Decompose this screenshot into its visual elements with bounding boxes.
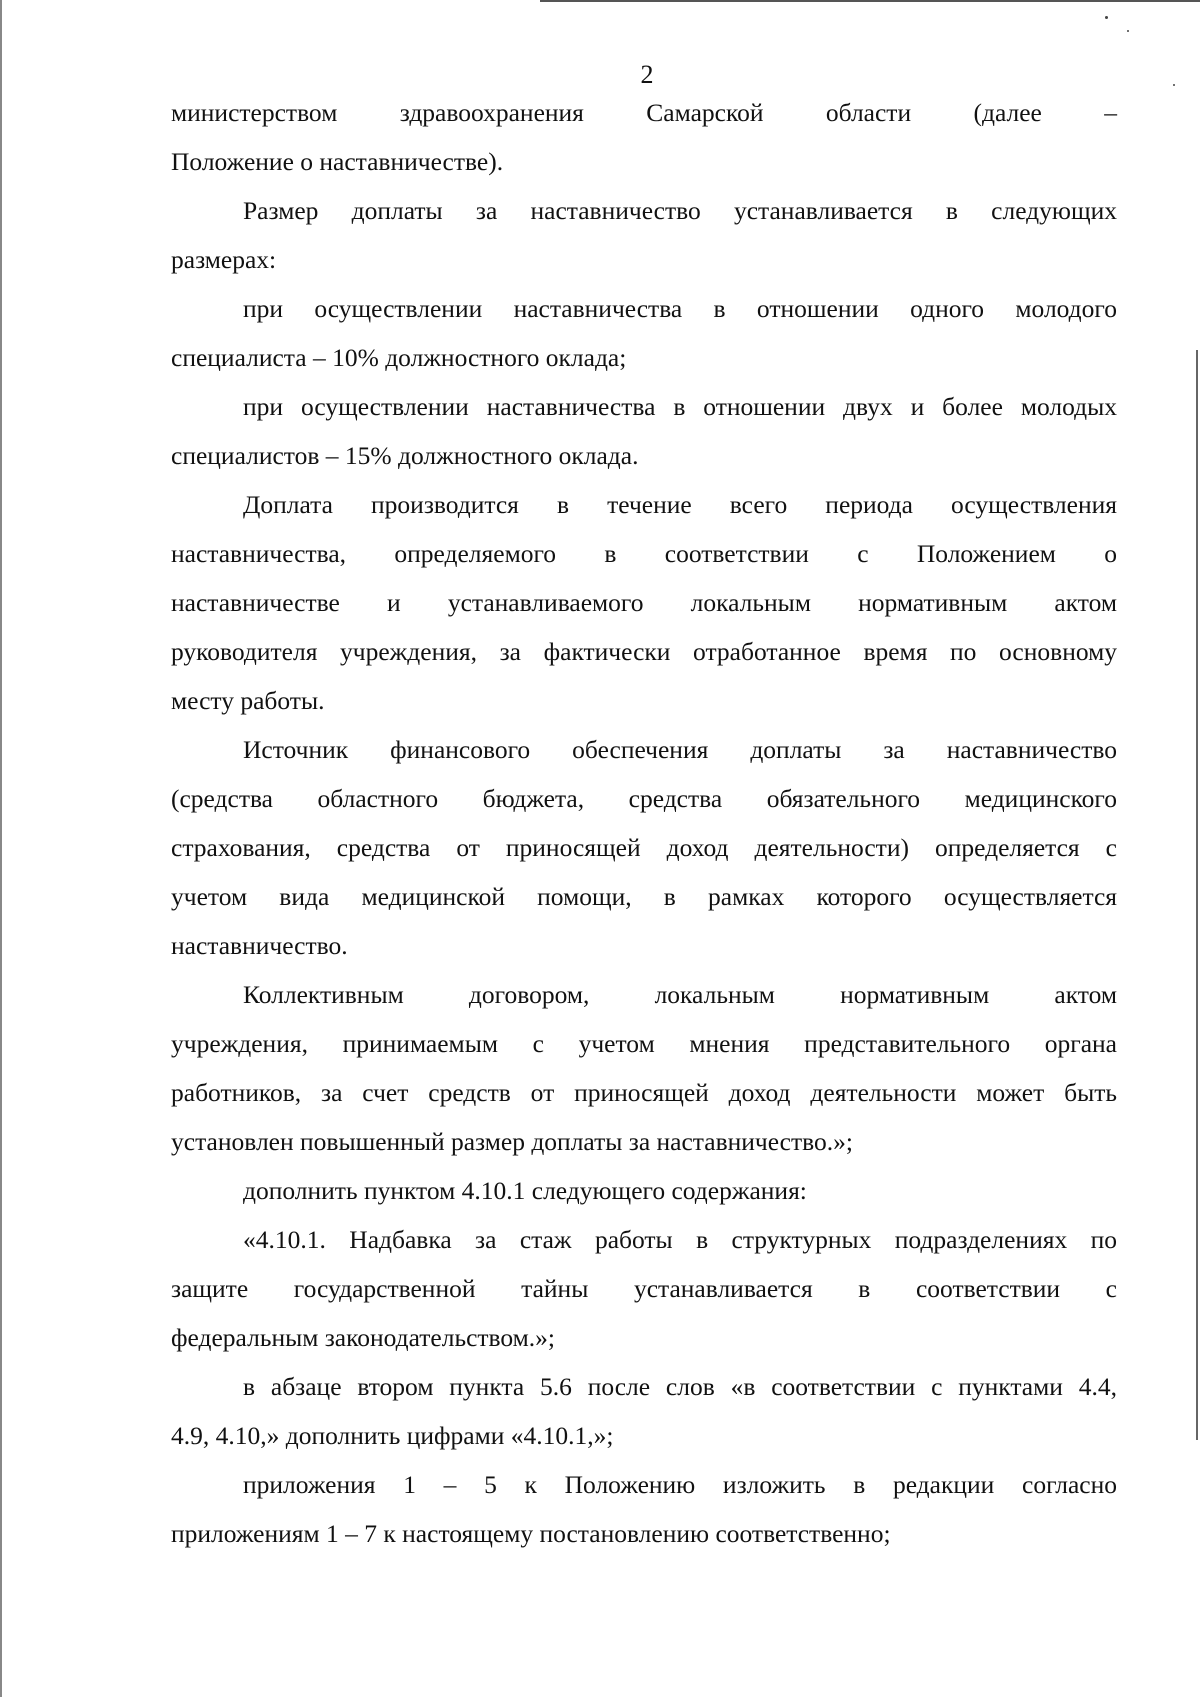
text-line: приложения 1 – 5 к Положению изложить в редакции согласно xyxy=(243,1470,1117,1499)
text-line: страхования, средства от приносящей доход деятельности) определяется с xyxy=(171,833,1117,862)
text-line: дополнить пунктом 4.10.1 следующего содержания: xyxy=(243,1176,807,1205)
text-line: 4.9, 4.10,» дополнить цифрами «4.10.1,»; xyxy=(171,1421,614,1450)
text-line: руководителя учреждения, за фактически отработанное время по основному xyxy=(171,637,1117,666)
text-line: наставничества, определяемого в соответствии с Положением о xyxy=(171,539,1117,568)
text-line: защите государственной тайны устанавливается в соответствии с xyxy=(171,1274,1117,1303)
text-line: специалиста – 10% должностного оклада; xyxy=(171,343,627,372)
text-line: учреждения, принимаемым с учетом мнения представительного органа xyxy=(171,1029,1117,1058)
text-line: размерах: xyxy=(171,245,277,274)
text-line: (средства областного бюджета, средства обязательного медицинского xyxy=(171,784,1117,813)
text-line: Коллективным договором, локальным нормативным актом xyxy=(243,980,1117,1009)
scan-edge-top xyxy=(540,0,1200,2)
text-line: месту работы. xyxy=(171,686,325,715)
text-line: при осуществлении наставничества в отношении одного молодого xyxy=(243,294,1117,323)
scan-speck xyxy=(1127,30,1129,32)
text-line: Доплата производится в течение всего периода осуществления xyxy=(243,490,1117,519)
text-line: установлен повышенный размер доплаты за наставничество.»; xyxy=(171,1127,853,1156)
text-line: «4.10.1. Надбавка за стаж работы в структурных подразделениях по xyxy=(243,1225,1117,1254)
text-line: в абзаце втором пункта 5.6 после слов «в соответствии с пунктами 4.4, xyxy=(243,1372,1117,1401)
text-line: Положение о наставничестве). xyxy=(171,147,504,176)
text-line: приложениям 1 – 7 к настоящему постановлению соответственно; xyxy=(171,1519,891,1548)
text-line: работников, за счет средств от приносящей доход деятельности может быть xyxy=(171,1078,1117,1107)
text-line: учетом вида медицинской помощи, в рамках которого осуществляется xyxy=(171,882,1117,911)
scan-edge-right xyxy=(1196,350,1198,1440)
text-line: федеральным законодательством.»; xyxy=(171,1323,556,1352)
page-number: 2 xyxy=(640,60,654,89)
text-line: при осуществлении наставничества в отношении двух и более молодых xyxy=(243,392,1117,421)
scan-speck xyxy=(1105,16,1108,19)
text-line: Источник финансового обеспечения доплаты за наставничество xyxy=(243,735,1117,764)
text-line: Размер доплаты за наставничество устанавливается в следующих xyxy=(243,196,1117,225)
text-line: наставничестве и устанавливаемого локальным нормативным актом xyxy=(171,588,1117,617)
text-line: наставничество. xyxy=(171,931,348,960)
text-line: специалистов – 15% должностного оклада. xyxy=(171,441,639,470)
document-body xyxy=(171,88,1117,1558)
scan-edge-left xyxy=(0,0,2,1697)
text-line: министерством здравоохранения Самарской области (далее – xyxy=(171,98,1117,127)
